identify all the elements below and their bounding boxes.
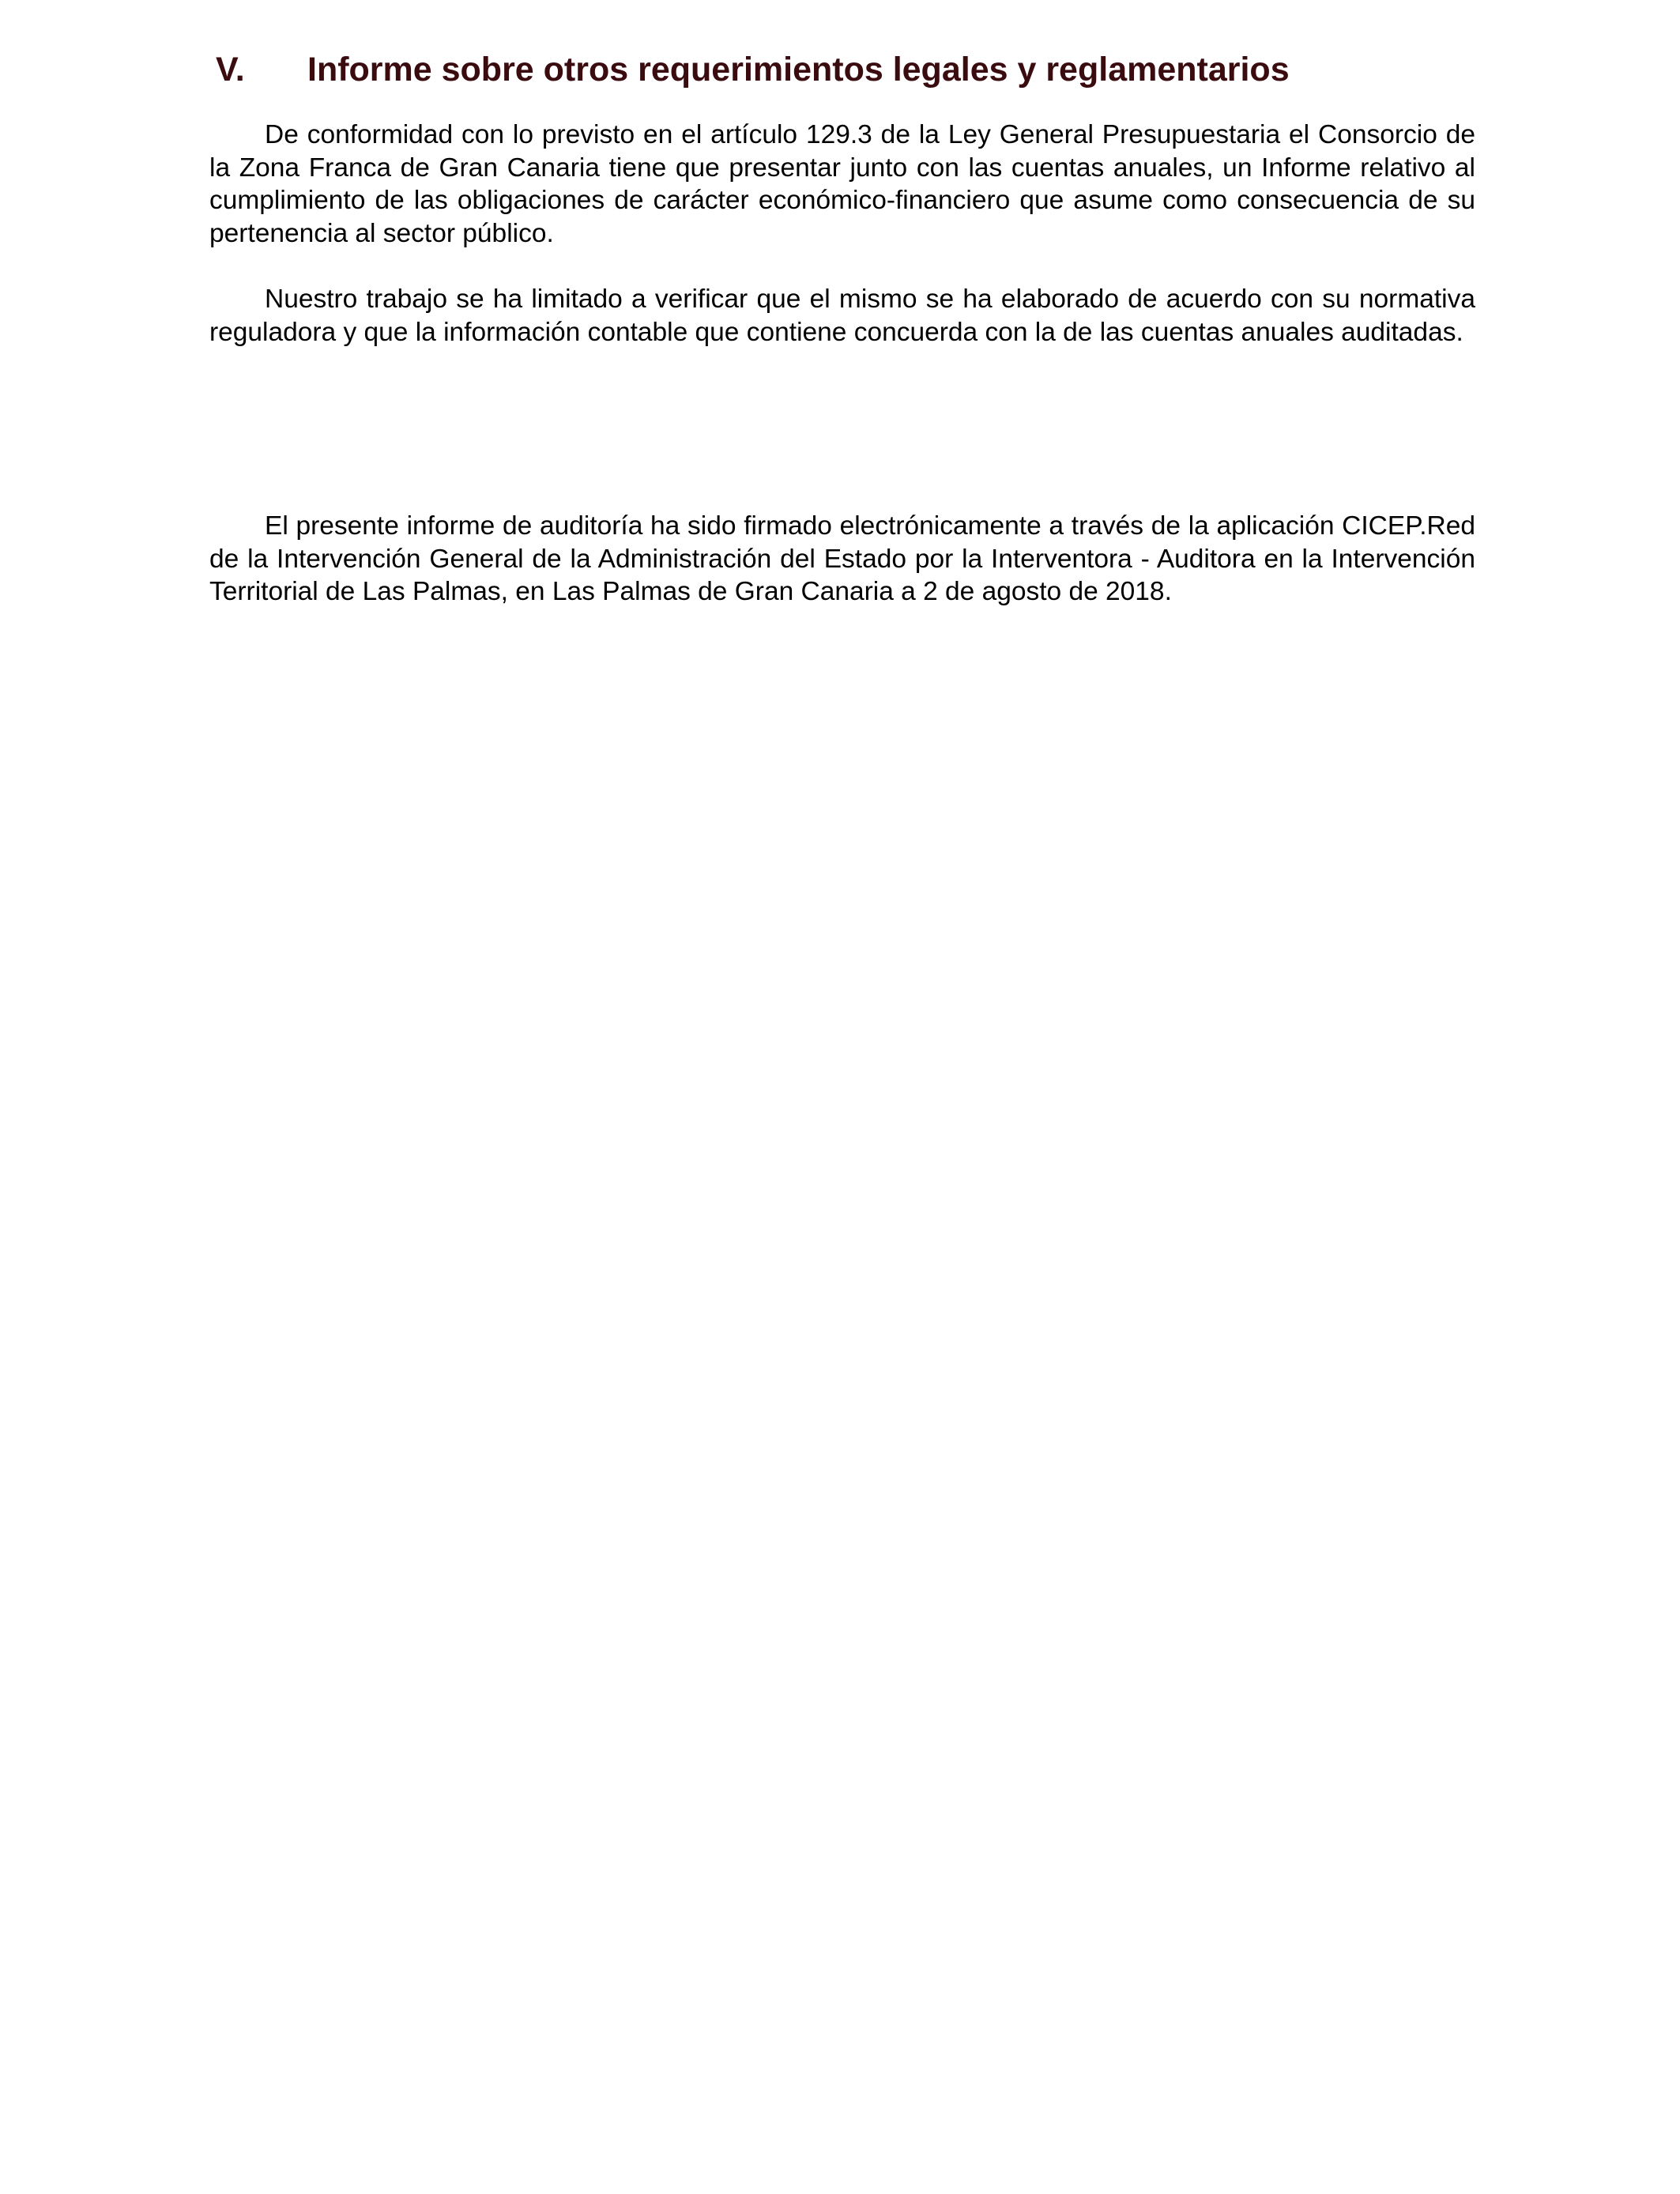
- paragraph-legal-basis: De conformidad con lo previsto en el artículo 129.3 de la Ley General Presupuestaria el Consorcio de la Zona Franca de Gran Canaria tiene que presentar junto con las cuentas anuales, un Informe relativo al cumplimiento de las obligaciones de carácter económico-financiero que asume como consecuencia de su pertenencia al sector público.: [209, 120, 1475, 248]
- section-heading: [216, 46, 1480, 93]
- paragraph-electronic-signature: El presente informe de auditoría ha sido firmado electrónicamente a través de la aplicación CICEP.Red de la Intervención General de la Administración del Estado por la Interventora - Auditora en la Intervención Territorial de Las Palmas, en Las Palmas de Gran Canaria a 2 de agosto de 2018.: [209, 511, 1475, 606]
- section-number: V.: [216, 51, 245, 89]
- paragraph-scope-of-work: Nuestro trabajo se ha limitado a verificar que el mismo se ha elaborado de acuerdo con su normativa reguladora y que la información contable que contiene concuerda con la de las cuentas anuales auditadas.: [209, 285, 1475, 347]
- section-title: Informe sobre otros requerimientos legales y reglamentarios: [307, 51, 1290, 89]
